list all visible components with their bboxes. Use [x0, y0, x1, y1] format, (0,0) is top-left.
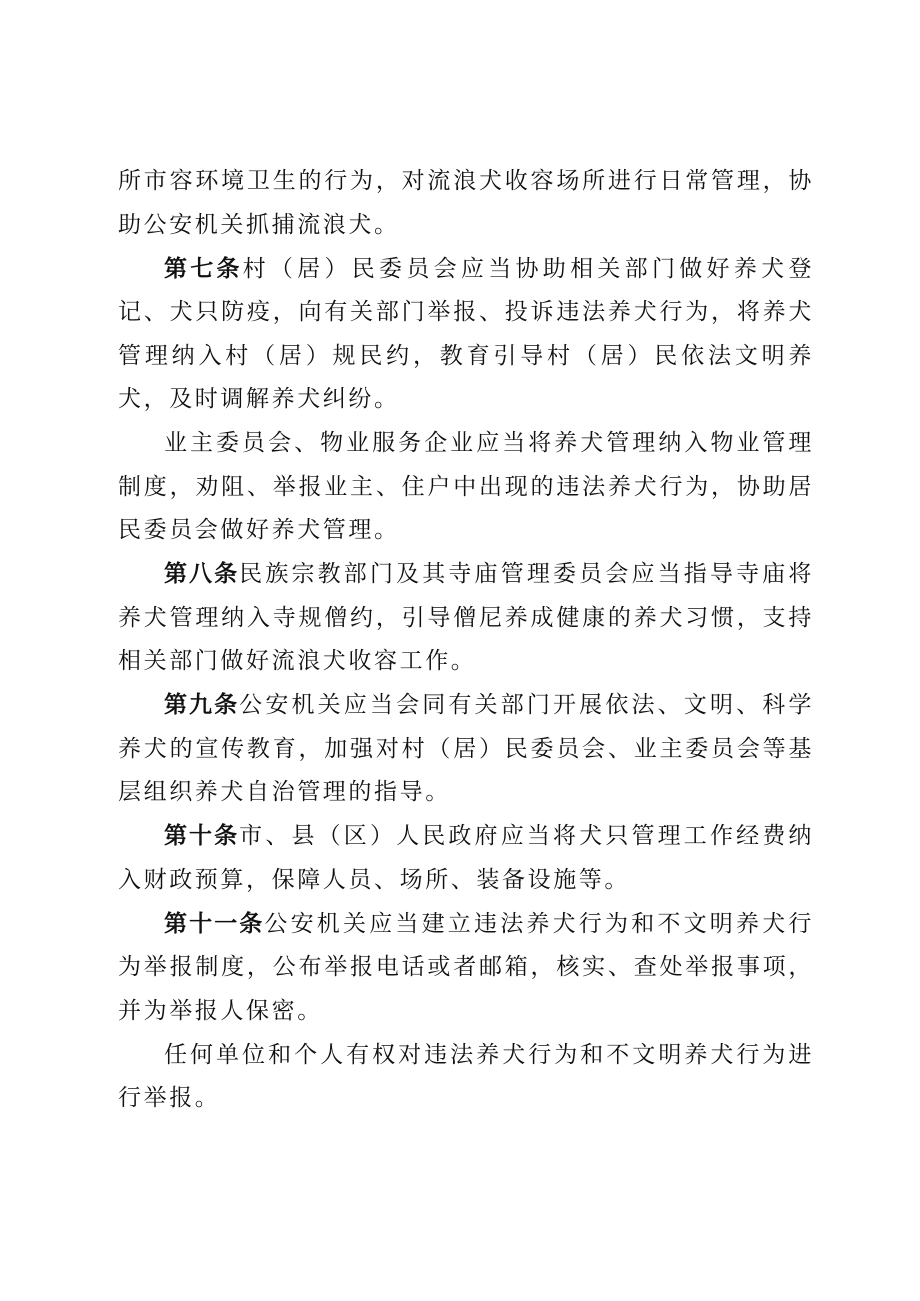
- article-text: 公安机关应当会同有关部门开展依法、文明、科学养犬的宣传教育，加强对村（居）民委员会、业主委员会等基层组织养犬自治管理的指导。: [118, 692, 815, 805]
- article-number: 第九条: [164, 692, 240, 718]
- article-8: [118, 553, 814, 684]
- article-7: [118, 248, 814, 422]
- article-text: 市、县（区）人民政府应当将犬只管理工作经费纳入财政预算，保障人员、场所、装备设施等。: [118, 823, 815, 893]
- paragraph-continuation: [118, 160, 814, 247]
- article-9: [118, 684, 814, 815]
- article-number: 第十条: [164, 823, 240, 849]
- article-11-paragraph-2: [118, 1034, 814, 1121]
- article-number: 第七条: [164, 255, 243, 282]
- document-body: [118, 160, 814, 1121]
- article-11: [118, 903, 814, 1034]
- article-7-paragraph-2: [118, 422, 814, 553]
- article-number: 第十一条: [164, 910, 265, 937]
- paragraph-text: 所市容环境卫生的行为，对流浪犬收容场所进行日常管理，协助公安机关抓捕流浪犬。: [118, 168, 814, 238]
- article-text: 民族宗教部门及其寺庙管理委员会应当指导寺庙将养犬管理纳入寺规僧约，引导僧尼养成健康的养犬习惯，支持相关部门做好流浪犬收容工作。: [118, 561, 815, 674]
- paragraph-text: 业主委员会、物业服务企业应当将养犬管理纳入物业管理制度，劝阻、举报业主、住户中出现的违法养犬行为，协助居民委员会做好养犬管理。: [118, 430, 814, 543]
- article-number: 第八条: [164, 561, 240, 587]
- article-10: [118, 815, 814, 902]
- article-text: 公安机关应当建立违法养犬行为和不文明养犬行为举报制度，公布举报电话或者邮箱，核实、查处举报事项，并为举报人保密。: [118, 910, 814, 1024]
- paragraph-text: 任何单位和个人有权对违法养犬行为和不文明养犬行为进行举报。: [118, 1041, 814, 1111]
- article-text: 村（居）民委员会应当协助相关部门做好养犬登记、犬只防疫，向有关部门举报、投诉违法养犬行为，将养犬管理纳入村（居）规民约，教育引导村（居）民依法文明养犬，及时调解养犬纠纷。: [118, 255, 814, 412]
